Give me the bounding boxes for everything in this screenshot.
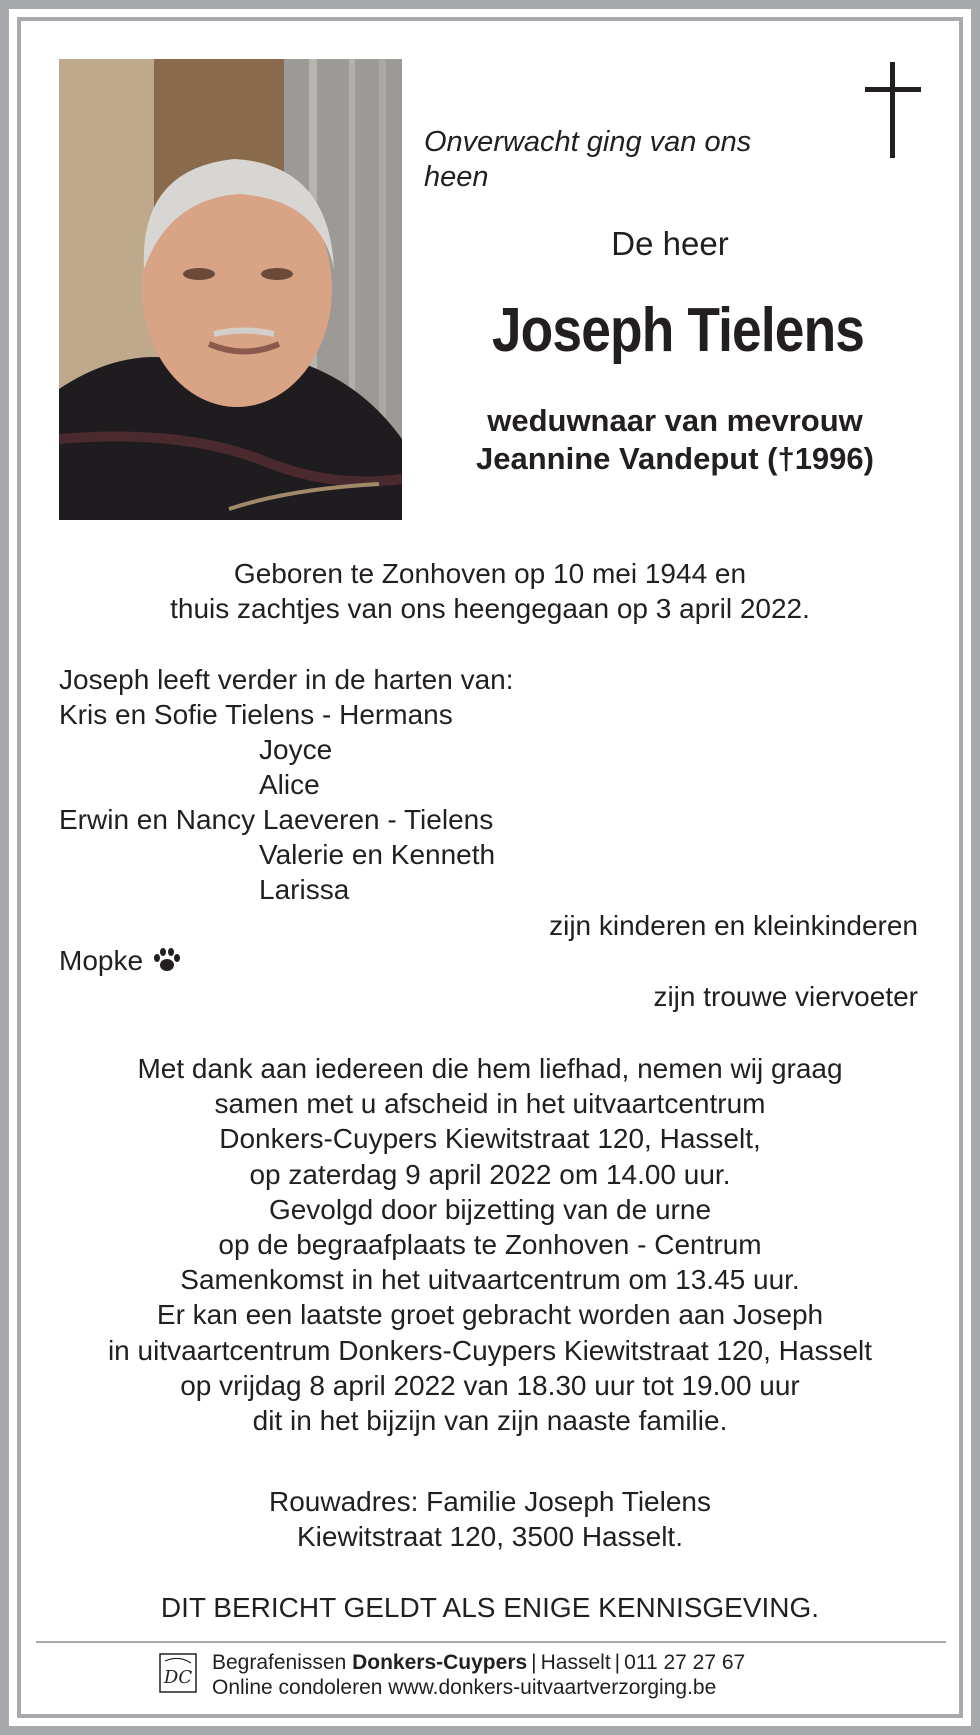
family-member: Erwin en Nancy Laeveren - Tielens: [59, 804, 494, 835]
ceremony-info: [40, 1051, 940, 1438]
ceremony-line: in uitvaartcentrum Donkers-Cuypers Kiewitstraat 120, Hasselt: [107, 1334, 873, 1366]
ceremony-line: Gevolgd door bijzetting van de urne: [268, 1193, 712, 1225]
family-member: Alice: [259, 769, 320, 800]
birth-line-2: thuis zachtjes van ons heengegaan op 3 april 2022.: [170, 593, 810, 625]
pet-line: [59, 943, 181, 978]
title-prefix: De heer: [611, 225, 729, 262]
footer-website-line: [212, 1676, 716, 1700]
footer-separator: |: [614, 1651, 621, 1674]
birth-info: [40, 556, 940, 626]
pet-caption: zijn trouwe viervoeter: [653, 981, 918, 1012]
family-member: Larissa: [259, 874, 350, 905]
paw-icon: [153, 947, 181, 973]
family-member: Valerie en Kenneth: [259, 839, 496, 870]
address-line-1: Rouwadres: Familie Joseph Tielens: [269, 1486, 711, 1517]
footer-company-line: [212, 1651, 745, 1675]
footer-prefix: Begrafenissen: [212, 1651, 347, 1674]
spouse-line-1: weduwnaar van mevrouw: [487, 403, 863, 438]
cross-icon: [865, 62, 921, 158]
ceremony-line: op de begraafplaats te Zonhoven - Centrum: [218, 1229, 762, 1261]
footer-separator: |: [531, 1651, 537, 1674]
ceremony-line: op zaterdag 9 april 2022 om 14.00 uur.: [249, 1158, 731, 1190]
ceremony-line: Samenkomst in het uitvaartcentrum om 13.45 uur.: [180, 1264, 800, 1296]
children-caption: zijn kinderen en kleinkinderen: [549, 910, 918, 941]
official-notice: DIT BERICHT GELDT ALS ENIGE KENNISGEVING.: [160, 1592, 820, 1623]
family-member: Joyce: [259, 734, 333, 765]
birth-line-1: Geboren te Zonhoven op 10 mei 1944 en: [233, 558, 747, 589]
funeral-home-logo: [159, 1653, 197, 1693]
deceased-name: Joseph Tielens: [491, 296, 865, 365]
ceremony-line: samen met u afscheid in het uitvaartcentrum: [214, 1088, 766, 1120]
ceremony-line: Er kan een laatste groet gebracht worden aan Joseph: [156, 1299, 824, 1331]
footer-divider: [36, 1641, 946, 1643]
ceremony-line: dit in het bijzijn van zijn naaste familie.: [252, 1405, 728, 1437]
family-member: Kris en Sofie Tielens - Hermans: [59, 699, 453, 730]
pet-name: Mopke: [59, 945, 144, 976]
footer-city: Hasselt: [540, 1651, 611, 1674]
footer-company: Donkers-Cuypers: [352, 1651, 528, 1674]
footer-website-link[interactable]: www.donkers-uitvaartverzorging.be: [388, 1676, 717, 1699]
logo-letters: DC: [163, 1667, 193, 1688]
ceremony-line: Donkers-Cuypers Kiewitstraat 120, Hasselt,: [219, 1123, 761, 1155]
footer-condolence-label: Online condoleren: [212, 1676, 383, 1699]
ceremony-line: op vrijdag 8 april 2022 van 18.30 uur tot 19.00 uur: [180, 1369, 800, 1401]
heirs-intro: Joseph leeft verder in de harten van:: [59, 664, 514, 695]
spouse-info: [420, 402, 930, 478]
intro-text: Onverwacht ging van ons heen: [424, 126, 752, 193]
mourning-address: [40, 1484, 940, 1554]
address-line-2: Kiewitstraat 120, 3500 Hasselt.: [297, 1521, 683, 1553]
ceremony-line: Met dank aan iedereen die hem liefhad, nemen wij graag: [137, 1053, 843, 1084]
spouse-line-2: Jeannine Vandeput (†1996): [476, 441, 874, 476]
footer-phone: 011 27 27 67: [624, 1651, 746, 1674]
portrait-photo: [59, 59, 402, 520]
